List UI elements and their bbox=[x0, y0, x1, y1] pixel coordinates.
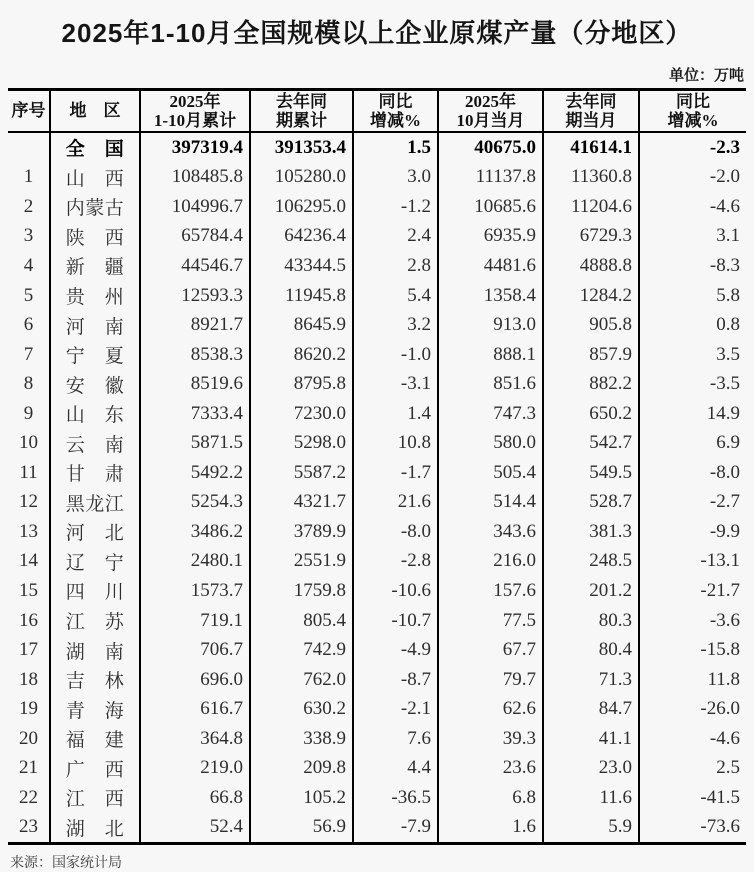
cum-2025-cell: 616.7 bbox=[140, 694, 250, 724]
month-lastyear-cell: 23.0 bbox=[543, 753, 639, 783]
yoy-month-cell: -41.5 bbox=[639, 783, 746, 813]
yoy-month-cell: -8.3 bbox=[639, 251, 746, 281]
month-2025-cell: 747.3 bbox=[438, 399, 543, 429]
month-2025-cell: 157.6 bbox=[438, 576, 543, 606]
yoy-cum-cell: -8.7 bbox=[353, 665, 438, 695]
column-header-line: 增减% bbox=[370, 111, 421, 130]
region-cell: 山 东 bbox=[50, 399, 140, 429]
region-cell: 吉 林 bbox=[50, 665, 140, 695]
yoy-cum-cell: -1.0 bbox=[353, 340, 438, 370]
column-header bbox=[353, 90, 438, 133]
yoy-month-cell: 3.1 bbox=[639, 222, 746, 252]
cum-lastyear-cell: 742.9 bbox=[250, 635, 353, 665]
region-cell: 青 海 bbox=[50, 694, 140, 724]
yoy-cum-cell: -1.7 bbox=[353, 458, 438, 488]
table-header-row bbox=[8, 90, 746, 133]
cum-lastyear-cell: 762.0 bbox=[250, 665, 353, 695]
column-header-line: 10月当月 bbox=[456, 111, 525, 130]
month-2025-cell: 67.7 bbox=[438, 635, 543, 665]
cum-2025-cell: 8519.6 bbox=[140, 369, 250, 399]
seq-cell: 2 bbox=[23, 195, 34, 217]
yoy-cum-cell: -2.1 bbox=[353, 694, 438, 724]
month-2025-cell: 6935.9 bbox=[438, 222, 543, 252]
cum-2025-cell: 3486.2 bbox=[140, 517, 250, 547]
month-2025-cell: 11137.8 bbox=[438, 163, 543, 193]
cum-lastyear-cell: 106295.0 bbox=[250, 192, 353, 222]
source-label: 来源：国家统计局 bbox=[10, 856, 122, 872]
month-lastyear-cell: 11204.6 bbox=[543, 192, 639, 222]
column-header-line: 去年同 bbox=[276, 91, 327, 111]
region-cell: 江 西 bbox=[50, 783, 140, 813]
month-lastyear-cell: 80.4 bbox=[543, 635, 639, 665]
column-header bbox=[50, 90, 140, 133]
month-lastyear-cell: 650.2 bbox=[543, 399, 639, 429]
table-row bbox=[8, 635, 746, 665]
month-lastyear-cell: 41.1 bbox=[543, 724, 639, 754]
yoy-month-cell: 0.8 bbox=[639, 310, 746, 340]
region-cell: 广 西 bbox=[50, 753, 140, 783]
seq-cell: 6 bbox=[23, 314, 34, 336]
month-lastyear-cell: 905.8 bbox=[543, 310, 639, 340]
seq-cell: 4 bbox=[23, 254, 34, 276]
yoy-cum-cell: 7.6 bbox=[353, 724, 438, 754]
month-lastyear-cell: 1284.2 bbox=[543, 281, 639, 311]
region-cell: 全 国 bbox=[50, 132, 140, 163]
yoy-cum-cell: -8.0 bbox=[353, 517, 438, 547]
cum-2025-cell: 44546.7 bbox=[140, 251, 250, 281]
column-header bbox=[438, 90, 543, 133]
seq-cell: 12 bbox=[19, 491, 38, 513]
region-cell: 陕 西 bbox=[50, 222, 140, 252]
seq-cell: 22 bbox=[19, 786, 38, 808]
column-header-line: 序号 bbox=[11, 101, 46, 121]
month-lastyear-cell: 41614.1 bbox=[543, 132, 639, 163]
month-2025-cell: 6.8 bbox=[438, 783, 543, 813]
yoy-cum-cell: -10.7 bbox=[353, 606, 438, 636]
month-2025-cell: 62.6 bbox=[438, 694, 543, 724]
cum-lastyear-cell: 43344.5 bbox=[250, 251, 353, 281]
cum-2025-cell: 108485.8 bbox=[140, 163, 250, 193]
cum-lastyear-cell: 338.9 bbox=[250, 724, 353, 754]
seq-cell: 23 bbox=[19, 816, 38, 838]
cum-2025-cell: 1573.7 bbox=[140, 576, 250, 606]
table-row bbox=[8, 369, 746, 399]
region-cell: 贵 州 bbox=[50, 281, 140, 311]
table-row bbox=[8, 813, 746, 844]
column-header-line: 同比 bbox=[676, 91, 710, 111]
cum-lastyear-cell: 105.2 bbox=[250, 783, 353, 813]
month-2025-cell: 10685.6 bbox=[438, 192, 543, 222]
seq-cell: 9 bbox=[23, 402, 34, 424]
month-2025-cell: 580.0 bbox=[438, 428, 543, 458]
region-cell: 河 南 bbox=[50, 310, 140, 340]
yoy-cum-cell: -36.5 bbox=[353, 783, 438, 813]
table-header bbox=[8, 90, 746, 133]
cum-lastyear-cell: 4321.7 bbox=[250, 488, 353, 518]
coal-production-table bbox=[8, 88, 746, 845]
yoy-month-cell: 6.9 bbox=[639, 428, 746, 458]
month-lastyear-cell: 6729.3 bbox=[543, 222, 639, 252]
yoy-month-cell: -4.6 bbox=[639, 192, 746, 222]
column-header bbox=[8, 90, 50, 133]
seq-cell: 5 bbox=[23, 284, 34, 306]
column-header-line: 增减% bbox=[667, 111, 719, 130]
seq-cell: 15 bbox=[19, 579, 38, 601]
month-lastyear-cell: 201.2 bbox=[543, 576, 639, 606]
month-2025-cell: 1358.4 bbox=[438, 281, 543, 311]
yoy-month-cell: -4.6 bbox=[639, 724, 746, 754]
yoy-cum-cell: -1.2 bbox=[353, 192, 438, 222]
column-header bbox=[250, 90, 353, 133]
seq-cell: 19 bbox=[19, 698, 38, 720]
yoy-cum-cell: 10.8 bbox=[353, 428, 438, 458]
table-row bbox=[8, 251, 746, 281]
yoy-cum-cell: -7.9 bbox=[353, 813, 438, 844]
month-lastyear-cell: 80.3 bbox=[543, 606, 639, 636]
month-2025-cell: 851.6 bbox=[438, 369, 543, 399]
month-lastyear-cell: 542.7 bbox=[543, 428, 639, 458]
yoy-cum-cell: 21.6 bbox=[353, 488, 438, 518]
region-cell: 辽 宁 bbox=[50, 547, 140, 577]
cum-lastyear-cell: 8645.9 bbox=[250, 310, 353, 340]
column-header-line: 2025年 bbox=[465, 91, 516, 111]
yoy-month-cell: 3.5 bbox=[639, 340, 746, 370]
cum-2025-cell: 7333.4 bbox=[140, 399, 250, 429]
yoy-cum-cell: -10.6 bbox=[353, 576, 438, 606]
yoy-month-cell: 14.9 bbox=[639, 399, 746, 429]
month-2025-cell: 343.6 bbox=[438, 517, 543, 547]
month-lastyear-cell: 549.5 bbox=[543, 458, 639, 488]
yoy-month-cell: 2.5 bbox=[639, 753, 746, 783]
month-lastyear-cell: 882.2 bbox=[543, 369, 639, 399]
column-header-line: 同比 bbox=[378, 91, 413, 111]
table-row bbox=[8, 783, 746, 813]
cum-lastyear-cell: 5587.2 bbox=[250, 458, 353, 488]
table-body bbox=[8, 132, 746, 844]
column-header-line: 期当月 bbox=[565, 111, 617, 130]
table-row bbox=[8, 576, 746, 606]
month-lastyear-cell: 84.7 bbox=[543, 694, 639, 724]
cum-lastyear-cell: 391353.4 bbox=[250, 132, 353, 163]
month-lastyear-cell: 11.6 bbox=[543, 783, 639, 813]
cum-2025-cell: 5871.5 bbox=[140, 428, 250, 458]
cum-2025-cell: 66.8 bbox=[140, 783, 250, 813]
yoy-month-cell: -26.0 bbox=[639, 694, 746, 724]
month-2025-cell: 4481.6 bbox=[438, 251, 543, 281]
yoy-cum-cell: 3.0 bbox=[353, 163, 438, 193]
table-row bbox=[8, 132, 746, 163]
table-row bbox=[8, 163, 746, 193]
region-cell: 湖 北 bbox=[50, 813, 140, 844]
month-lastyear-cell: 5.9 bbox=[543, 813, 639, 844]
cum-2025-cell: 5254.3 bbox=[140, 488, 250, 518]
month-2025-cell: 79.7 bbox=[438, 665, 543, 695]
cum-2025-cell: 696.0 bbox=[140, 665, 250, 695]
cum-2025-cell: 719.1 bbox=[140, 606, 250, 636]
yoy-cum-cell: 2.4 bbox=[353, 222, 438, 252]
cum-lastyear-cell: 11945.8 bbox=[250, 281, 353, 311]
yoy-month-cell: -3.5 bbox=[639, 369, 746, 399]
table-row bbox=[8, 517, 746, 547]
column-header bbox=[140, 90, 250, 133]
month-lastyear-cell: 381.3 bbox=[543, 517, 639, 547]
region-cell: 黑龙江 bbox=[50, 488, 140, 518]
column-header-line: 2025年 bbox=[169, 91, 221, 111]
month-lastyear-cell: 857.9 bbox=[543, 340, 639, 370]
cum-2025-cell: 2480.1 bbox=[140, 547, 250, 577]
seq-cell bbox=[8, 132, 50, 163]
month-lastyear-cell: 71.3 bbox=[543, 665, 639, 695]
cum-lastyear-cell: 105280.0 bbox=[250, 163, 353, 193]
region-cell: 四 川 bbox=[50, 576, 140, 606]
page-title: 2025年1-10月全国规模以上企业原煤产量（分地区） bbox=[61, 18, 693, 48]
column-header-line: 地 区 bbox=[69, 101, 121, 121]
seq-cell: 1 bbox=[23, 166, 34, 188]
month-2025-cell: 40675.0 bbox=[438, 132, 543, 163]
cum-2025-cell: 8538.3 bbox=[140, 340, 250, 370]
cum-lastyear-cell: 3789.9 bbox=[250, 517, 353, 547]
region-cell: 宁 夏 bbox=[50, 340, 140, 370]
month-2025-cell: 23.6 bbox=[438, 753, 543, 783]
cum-lastyear-cell: 7230.0 bbox=[250, 399, 353, 429]
cum-lastyear-cell: 64236.4 bbox=[250, 222, 353, 252]
column-header-line: 期累计 bbox=[276, 111, 327, 130]
month-lastyear-cell: 528.7 bbox=[543, 488, 639, 518]
seq-cell: 13 bbox=[19, 520, 38, 542]
region-cell: 甘 肃 bbox=[50, 458, 140, 488]
seq-cell: 10 bbox=[19, 432, 38, 454]
region-cell: 河 北 bbox=[50, 517, 140, 547]
unit-label: 单位：万吨 bbox=[668, 68, 744, 84]
month-lastyear-cell: 11360.8 bbox=[543, 163, 639, 193]
cum-lastyear-cell: 630.2 bbox=[250, 694, 353, 724]
cum-lastyear-cell: 8795.8 bbox=[250, 369, 353, 399]
cum-2025-cell: 8921.7 bbox=[140, 310, 250, 340]
month-lastyear-cell: 248.5 bbox=[543, 547, 639, 577]
table-row bbox=[8, 488, 746, 518]
region-cell: 福 建 bbox=[50, 724, 140, 754]
region-cell: 江 苏 bbox=[50, 606, 140, 636]
region-cell: 内蒙古 bbox=[50, 192, 140, 222]
month-2025-cell: 77.5 bbox=[438, 606, 543, 636]
yoy-month-cell: -73.6 bbox=[639, 813, 746, 844]
cum-lastyear-cell: 5298.0 bbox=[250, 428, 353, 458]
table-row bbox=[8, 222, 746, 252]
seq-cell: 21 bbox=[19, 757, 38, 779]
month-2025-cell: 505.4 bbox=[438, 458, 543, 488]
table-row bbox=[8, 340, 746, 370]
yoy-month-cell: -13.1 bbox=[639, 547, 746, 577]
seq-cell: 18 bbox=[19, 668, 38, 690]
yoy-month-cell: 11.8 bbox=[639, 665, 746, 695]
cum-2025-cell: 52.4 bbox=[140, 813, 250, 844]
yoy-cum-cell: 1.5 bbox=[353, 132, 438, 163]
yoy-cum-cell: -3.1 bbox=[353, 369, 438, 399]
cum-2025-cell: 706.7 bbox=[140, 635, 250, 665]
month-2025-cell: 514.4 bbox=[438, 488, 543, 518]
cum-2025-cell: 397319.4 bbox=[140, 132, 250, 163]
region-cell: 山 西 bbox=[50, 163, 140, 193]
table-row bbox=[8, 192, 746, 222]
yoy-month-cell: -2.3 bbox=[639, 132, 746, 163]
seq-cell: 3 bbox=[23, 225, 34, 247]
month-lastyear-cell: 4888.8 bbox=[543, 251, 639, 281]
cum-2025-cell: 5492.2 bbox=[140, 458, 250, 488]
table-row bbox=[8, 547, 746, 577]
cum-lastyear-cell: 209.8 bbox=[250, 753, 353, 783]
table-row bbox=[8, 310, 746, 340]
seq-cell: 14 bbox=[19, 550, 38, 572]
column-header bbox=[639, 90, 746, 133]
seq-cell: 8 bbox=[23, 373, 34, 395]
region-cell: 新 疆 bbox=[50, 251, 140, 281]
yoy-cum-cell: 5.4 bbox=[353, 281, 438, 311]
table-row bbox=[8, 399, 746, 429]
cum-lastyear-cell: 56.9 bbox=[250, 813, 353, 844]
table-row bbox=[8, 665, 746, 695]
cum-2025-cell: 364.8 bbox=[140, 724, 250, 754]
seq-cell: 7 bbox=[23, 343, 34, 365]
column-header bbox=[543, 90, 639, 133]
yoy-month-cell: 5.8 bbox=[639, 281, 746, 311]
yoy-cum-cell: -2.8 bbox=[353, 547, 438, 577]
table-row bbox=[8, 724, 746, 754]
seq-cell: 17 bbox=[19, 639, 38, 661]
yoy-month-cell: -2.7 bbox=[639, 488, 746, 518]
cum-lastyear-cell: 805.4 bbox=[250, 606, 353, 636]
region-cell: 安 徽 bbox=[50, 369, 140, 399]
cum-2025-cell: 219.0 bbox=[140, 753, 250, 783]
cum-2025-cell: 104996.7 bbox=[140, 192, 250, 222]
region-cell: 云 南 bbox=[50, 428, 140, 458]
yoy-month-cell: -9.9 bbox=[639, 517, 746, 547]
yoy-cum-cell: 4.4 bbox=[353, 753, 438, 783]
cum-lastyear-cell: 2551.9 bbox=[250, 547, 353, 577]
yoy-month-cell: -2.0 bbox=[639, 163, 746, 193]
yoy-month-cell: -15.8 bbox=[639, 635, 746, 665]
table-row bbox=[8, 458, 746, 488]
table-row bbox=[8, 753, 746, 783]
cum-lastyear-cell: 8620.2 bbox=[250, 340, 353, 370]
month-2025-cell: 216.0 bbox=[438, 547, 543, 577]
table-row bbox=[8, 281, 746, 311]
table-row bbox=[8, 694, 746, 724]
yoy-cum-cell: 1.4 bbox=[353, 399, 438, 429]
seq-cell: 16 bbox=[19, 609, 38, 631]
yoy-cum-cell: 3.2 bbox=[353, 310, 438, 340]
yoy-cum-cell: -4.9 bbox=[353, 635, 438, 665]
cum-2025-cell: 12593.3 bbox=[140, 281, 250, 311]
yoy-cum-cell: 2.8 bbox=[353, 251, 438, 281]
column-header-line: 去年同 bbox=[565, 91, 617, 111]
table-row bbox=[8, 428, 746, 458]
month-2025-cell: 913.0 bbox=[438, 310, 543, 340]
seq-cell: 20 bbox=[19, 727, 38, 749]
yoy-month-cell: -21.7 bbox=[639, 576, 746, 606]
month-2025-cell: 888.1 bbox=[438, 340, 543, 370]
yoy-month-cell: -8.0 bbox=[639, 458, 746, 488]
month-2025-cell: 39.3 bbox=[438, 724, 543, 754]
cum-lastyear-cell: 1759.8 bbox=[250, 576, 353, 606]
yoy-month-cell: -3.6 bbox=[639, 606, 746, 636]
seq-cell: 11 bbox=[19, 461, 38, 483]
region-cell: 湖 南 bbox=[50, 635, 140, 665]
month-2025-cell: 1.6 bbox=[438, 813, 543, 844]
cum-2025-cell: 65784.4 bbox=[140, 222, 250, 252]
table-row bbox=[8, 606, 746, 636]
column-header-line: 1-10月累计 bbox=[153, 111, 237, 130]
